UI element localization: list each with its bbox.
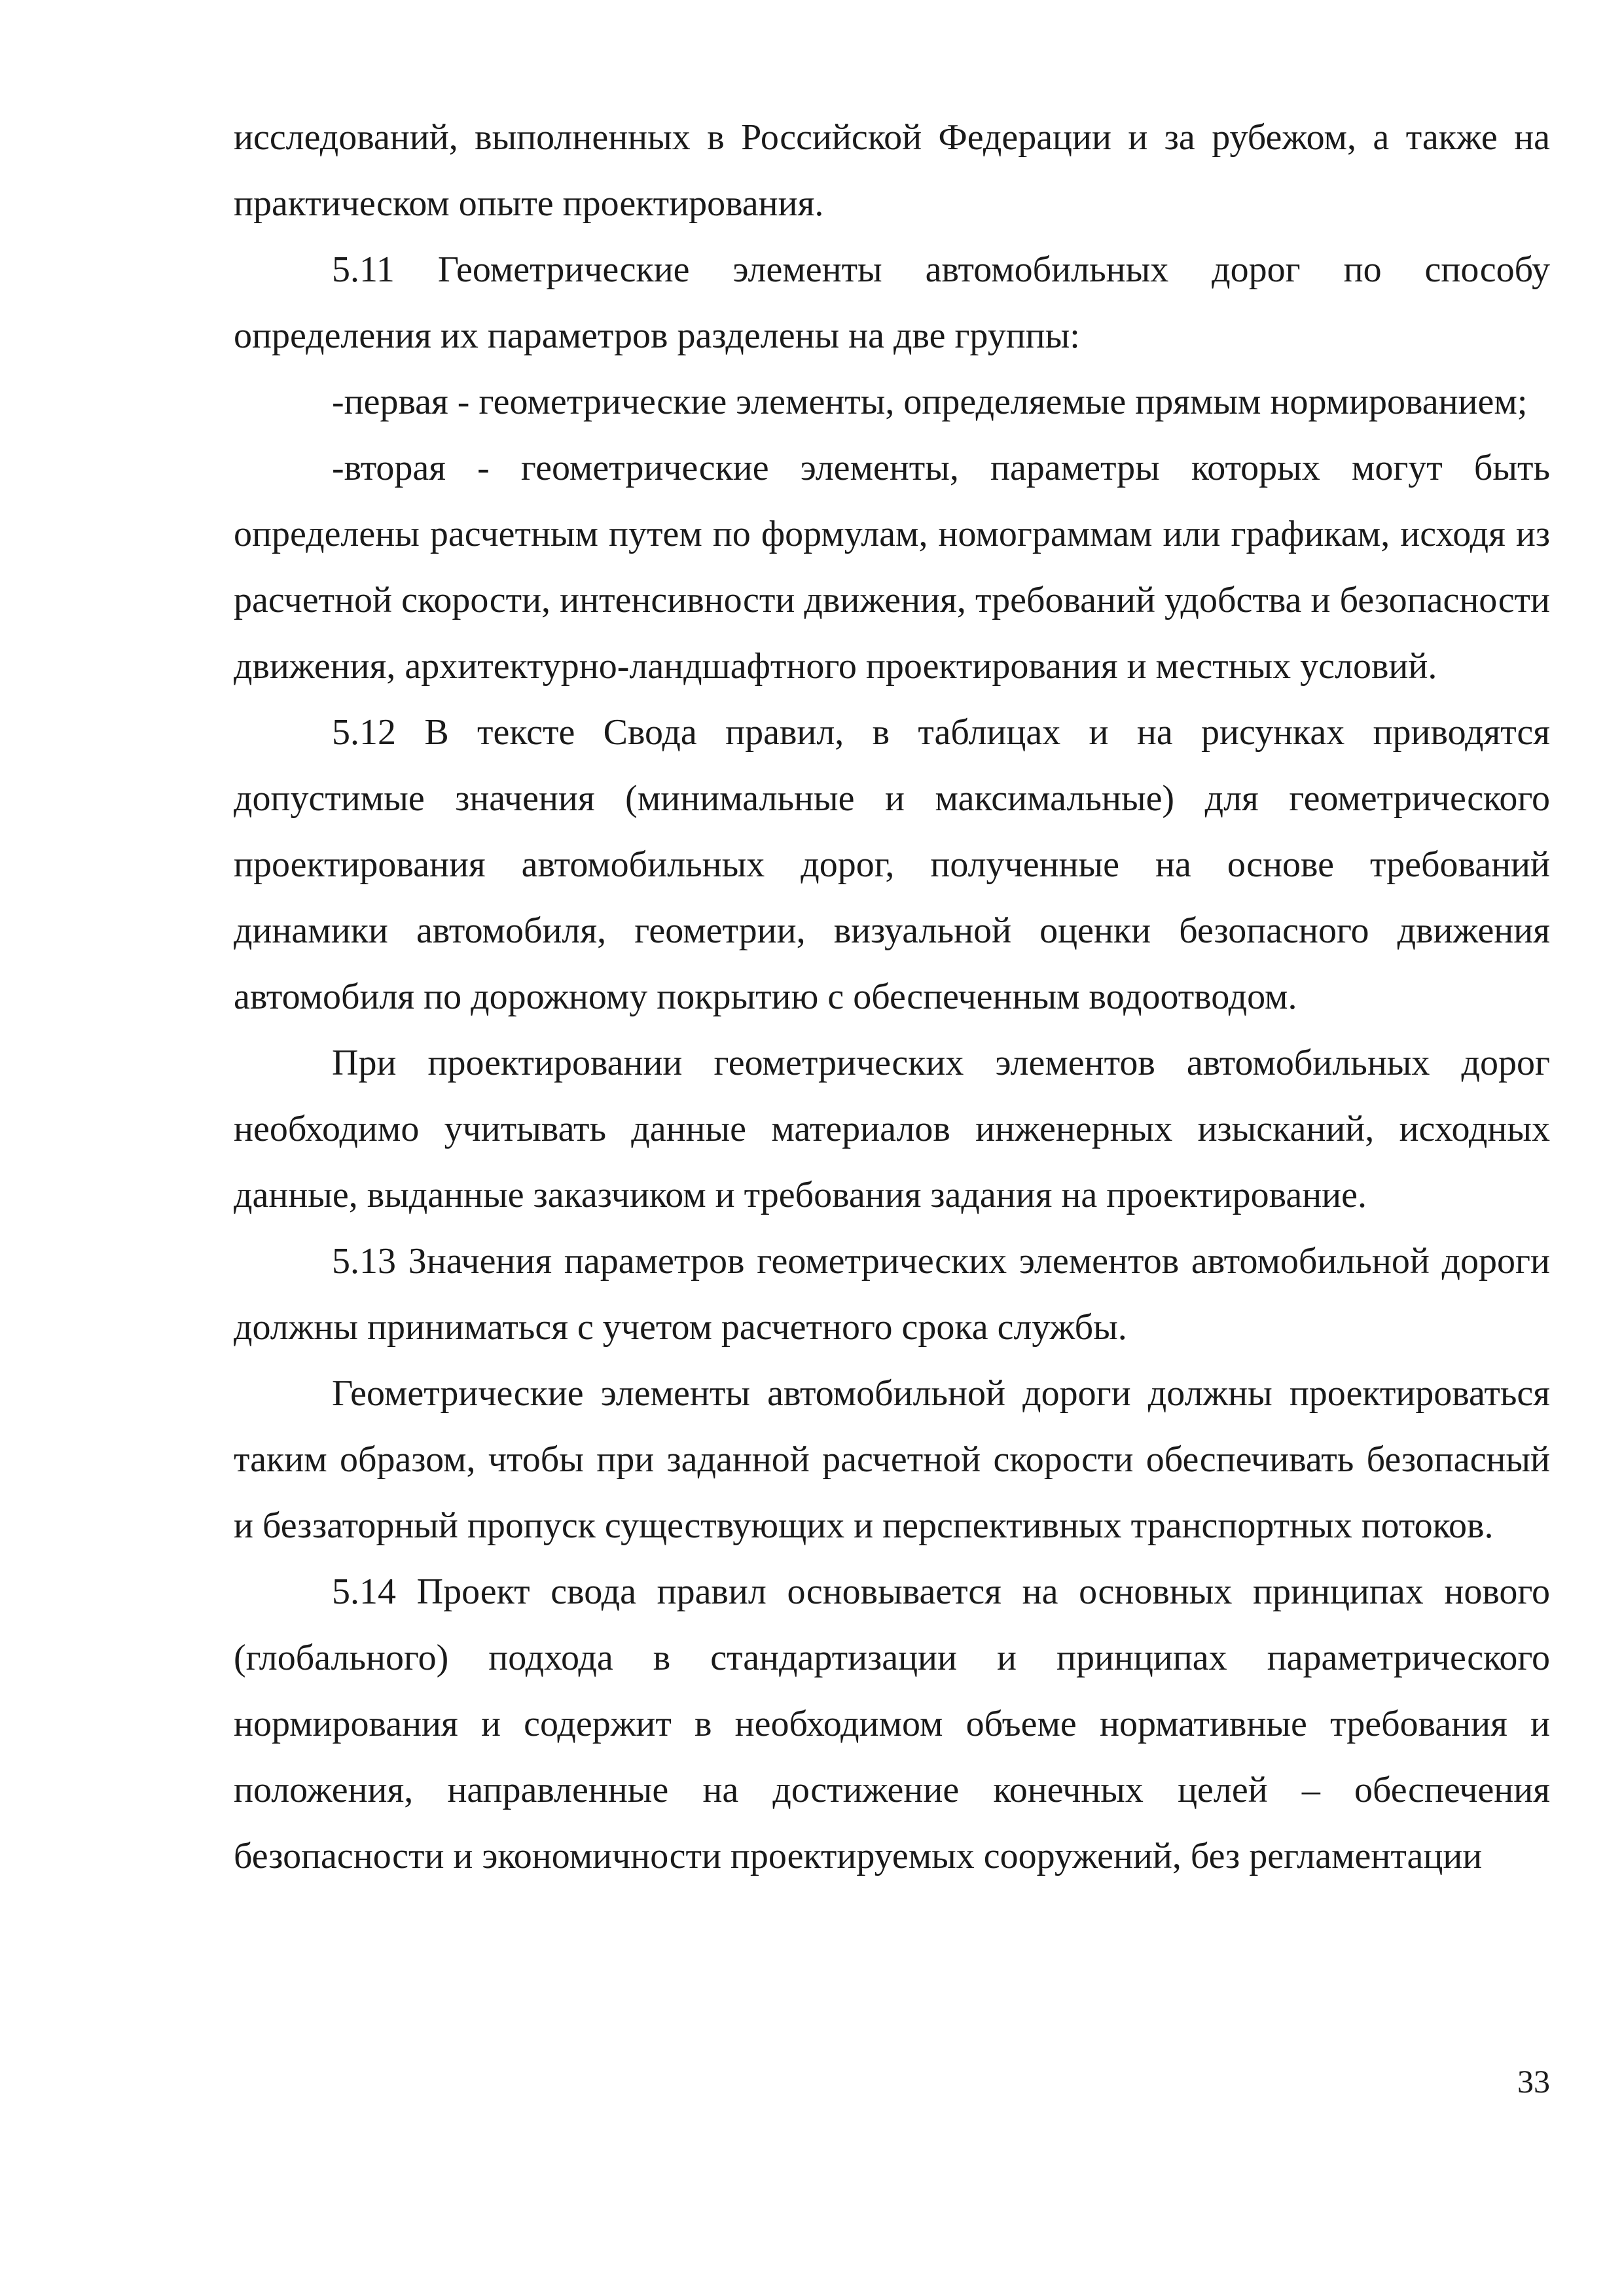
- paragraph-continuation: исследований, выполненных в Российской Федерации и за рубежом, а также на практическом опыте проектирования.: [234, 117, 1550, 224]
- paragraph-design-flows: Геометрические элементы автомобильной дороги должны проектироваться таким образом, чтобы при заданной расчетной скорости обеспечивать безопасный и беззаторный пропуск существующих и перспективных транспортных потоков.: [234, 1373, 1550, 1546]
- paragraph-group-second: -вторая - геометрические элементы, параметры которых могут быть определены расчетным путем по формулам, номограммам или графикам, исходя из расчетной скорости, интенсивности движения, требований удобства и безопасности движения, архитектурно-ландшафтного проектирования и местных условий.: [234, 448, 1550, 687]
- paragraph-5-14: 5.14 Проект свода правил основывается на основных принципах нового (глобального) подхода в стандартизации и принципах параметрического нормирования и содержит в необходимом объеме нормативные требования и положения, направленные на достижение конечных целей – обеспечения безопасности и экономичности проектируемых сооружений, без регламентации: [234, 1571, 1550, 1876]
- paragraph-5-13: 5.13 Значения параметров геометрических элементов автомобильной дороги должны приниматься с учетом расчетного срока службы.: [234, 1241, 1550, 1348]
- paragraph-design-data: При проектировании геометрических элементов автомобильных дорог необходимо учитывать данные материалов инженерных изысканий, исходных данные, выданные заказчиком и требования задания на проектирование.: [234, 1043, 1550, 1215]
- paragraph-group-first: -первая - геометрические элементы, определяемые прямым нормированием;: [332, 382, 1528, 422]
- paragraph-5-12: 5.12 В тексте Свода правил, в таблицах и на рисунках приводятся допустимые значения (минимальные и максимальные) для геометрического проектирования автомобильных дорог, полученные на основе требований динамики автомобиля, геометрии, визуальной оценки безопасного движения автомобиля по дорожному покрытию с обеспеченным водоотводом.: [234, 712, 1550, 1017]
- body-text: [234, 105, 1550, 1890]
- page-number: 33: [1517, 2063, 1550, 2100]
- paragraph-5-11: 5.11 Геометрические элементы автомобильных дорог по способу определения их параметров разделены на две группы:: [234, 249, 1550, 356]
